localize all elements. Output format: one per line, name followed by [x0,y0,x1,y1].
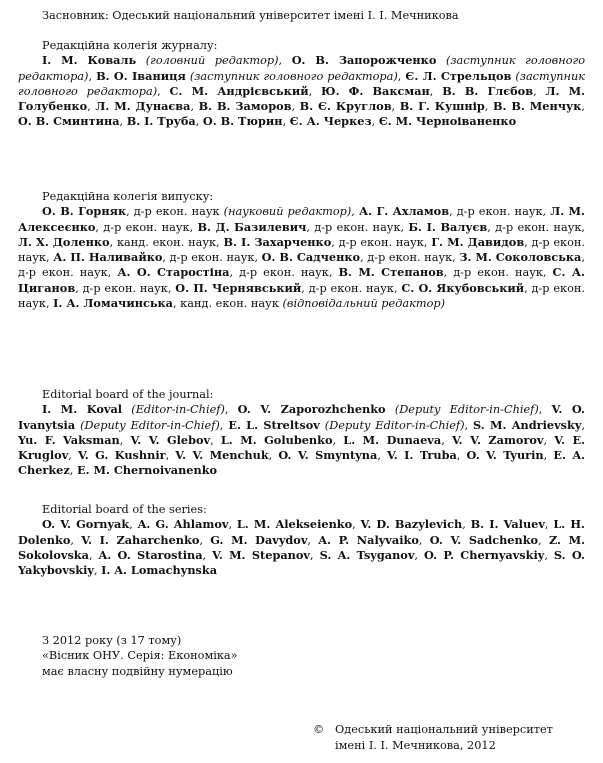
series-board-ua-heading: Редакційна колегія випуску: [42,190,214,203]
member-degree: , д-р екон. наук [487,220,582,234]
member-degree: , д-р екон. наук [229,266,329,280]
member-name: V. V. Menchuk [175,448,269,463]
member-name: V. I. Zaharchenko [81,532,200,547]
member-name: Л. М. Алексеєнко [18,204,585,234]
series-board-en [18,502,585,578]
member-degree: , д-р екон. наук [301,281,394,295]
member-role: (Editor-in-Chief) [131,403,225,417]
journal-board-ua-heading: Редакційна колегія журналу: [42,39,218,52]
member-name: В. В. Заморов [198,99,292,114]
member-name: Б. І. Валуєв [408,219,488,234]
member-name: С. О. Якубовський [401,280,525,295]
member-degree: , д-р екон. наук [306,220,401,234]
member-degree: , д-р екон. наук [95,220,190,234]
member-degree: , д-р екон. наук [360,251,453,265]
member-name: A. O. Starostina [98,547,203,562]
journal-board-en-heading: Editorial board of the journal: [42,388,214,401]
series-board-en-members: O. V. Gornyak, A. G. Ahlamov, L. M. Alekseienko, V. D. Bazylevich, B. I. Valuev, L. H. Dolenko, V. I. Zaharchenko, G. M. Davydov, A. P. Nalyvaiko, O. V. Sadchenko, Z. M. Sokolovska, A. O. Starostina, V. M. Stepanov, S. A. Tsyganov, O. P. Chernyavskiy, S. O. Yakybovskiy, I. A. Lomachynska [18,517,586,578]
member-name: O. V. Tyurin [466,448,544,463]
member-role: (заступник головного редактора) [18,54,586,83]
member-degree: , д-р екон. наук [18,235,586,265]
member-name: V. D. Bazylevich [360,517,463,532]
member-name: L. H. Dolenko [18,517,585,547]
member-name: О. В. Садченко [261,250,361,265]
numbering-note [42,633,585,679]
member-name: B. I. Valuev [470,517,545,532]
copyright-line1: Одеський національний університет [335,723,553,736]
member-name: E. L. Streltsov [228,417,320,432]
member-role: (головний редактор) [145,54,279,68]
member-name: V. V. Zamorov [451,432,544,447]
member-name: O. V. Smyntyna [278,448,378,463]
member-degree: , д-р екон. наук [126,205,224,219]
member-name: L. M. Dunaeva [343,432,442,447]
member-degree: , д-р екон. наук [443,266,543,280]
member-name: Yu. F. Vaksman [18,432,120,447]
member-name: І. М. Коваль [42,53,137,68]
journal-board-en-members: I. M. Koval (Editor-in-Chief), O. V. Zaporozhchenko (Deputy Editor-in-Chief), V. O. Ivanytsia (Deputy Editor-in-Chief), E. L. Streltsov (Deputy Editor-in-Chief), S. M. Andrievsky, Yu. F. Vaksman, V. V. Glebov, L. M. Golubenko, L. M. Dunaeva, V. V. Zamorov, V. E. Kruglov, V. G. Kushnir, V. V. Menchuk, O. V. Smyntyna, V. I. Truba, O. V. Tyurin, E. A. Cherkez, E. M. Chernoivanenko [18,402,586,478]
member-degree: , канд. екон. наук [109,235,217,249]
member-name: А. О. Старостіна [117,265,230,280]
member-degree: , д-р екон. наук [18,251,585,280]
member-name: O. V. Sadchenko [429,532,539,547]
member-name: E. A. Cherkez [18,448,586,478]
member-degree: , д-р екон. наук [331,235,424,249]
member-name: V. I. Truba [387,448,457,463]
member-name: S. O. Yakybovskiy [18,547,585,578]
member-role: (науковий редактор) [223,205,352,219]
member-name: Л. М. Дунаєва [95,99,191,114]
member-name: В. О. Іваниця [96,68,186,83]
member-name: L. M. Golubenko [220,432,333,447]
member-name: С. М. Андрієвський [169,83,309,98]
member-name: V. V. Glebov [130,432,211,447]
member-name: V. M. Stepanov [212,547,310,562]
member-name: S. M. Andrievsky [473,417,582,432]
member-degree: , д-р екон. наук [18,281,585,311]
founder-block [18,8,585,23]
member-name: Г. М. Давидов [431,234,525,249]
member-name: Z. M. Sokolovska [18,532,586,562]
copyright-block [313,722,553,753]
series-board-ua-members: О. В. Горняк, д-р екон. наук (науковий редактор), А. Г. Ахламов, д-р екон. наук, Л. М. Алексеєнко, д-р екон. наук, В. Д. Базилевич, д-р екон. наук, Б. І. Валуєв, д-р екон. наук, Л. Х. Доленко, канд. екон. наук, В. І. Захарченко, д-р екон. наук, Г. М. Давидов, д-р екон. наук, А. П. Наливайко, д-р екон. наук, О. В. Садченко, д-р екон. наук, З. М. Соколовська, д-р екон. наук, А. О. Старостіна, д-р екон. наук, В. М. Степанов, д-р екон. наук, С. А. Циганов, д-р екон. наук, О. П. Чернявський, д-р екон. наук, С. О. Якубовський, д-р екон. наук, І. А. Ломачинська, канд. екон. наук (відповідальний редактор) [18,204,586,311]
member-name: В. В. Менчук [493,99,582,114]
member-role: (заступник головного редактора) [189,69,398,83]
member-name: В. Д. Базилевич [197,219,307,234]
series-board-en-heading: Editorial board of the series: [42,503,207,516]
member-degree: , д-р екон. наук [449,205,543,219]
member-name: O. V. Gornyak [42,517,130,532]
member-name: V. O. Ivanytsia [18,402,585,432]
member-name: I. A. Lomachynska [101,563,218,578]
member-name: Ю. Ф. Ваксман [321,83,430,98]
copyright-line2: імені І. І. Мечникова, 2012 [335,738,496,752]
numbering-note-line3: має власну подвійну нумерацію [42,664,233,678]
member-name: С. А. Циганов [18,265,585,295]
member-name: О. В. Запорожченко [291,53,437,68]
member-name: З. М. Соколовська [459,250,582,265]
member-name: G. M. Davydov [210,532,308,547]
member-name: Є. Л. Стрельцов [405,68,512,83]
member-name: V. E. Kruglov [18,432,586,463]
member-role: (Deputy Editor-in-Chief) [80,418,220,432]
member-name: В. І. Захарченко [223,234,332,249]
member-name: L. M. Alekseienko [236,517,353,532]
member-name: S. A. Tsyganov [319,547,415,562]
member-name: Є. А. Черкез [289,114,372,129]
member-name: О. П. Чернявський [175,280,302,295]
member-name: В. М. Степанов [338,265,444,280]
member-role: (відповідальний редактор) [282,297,446,311]
member-name: В. Г. Кушнір [399,99,485,114]
member-name: E. M. Chernoivanenko [76,463,218,478]
member-name: A. P. Nalyvaiko [318,532,419,547]
member-name: V. G. Kushnir [77,448,166,463]
member-name: I. M. Koval [42,402,123,417]
member-role: (Deputy Editor-in-Chief) [394,403,539,417]
member-name: В. В. Глєбов [442,83,534,98]
member-name: А. Г. Ахламов [358,204,450,219]
member-name: Л. Х. Доленко [18,234,110,249]
member-name: І. А. Ломачинська [53,296,173,311]
member-role: (заступник головного редактора) [18,69,586,98]
member-name: В. І. Труба [126,114,196,129]
series-board-ua [18,189,585,311]
member-name: А. П. Наливайко [53,250,163,265]
journal-board-ua-members: І. М. Коваль (головний редактор), О. В. Запорожченко (заступник головного редактора), В. О. Іваниця (заступник головного редактора), Є. Л. Стрельцов (заступник головного редактора), С. М. Андрієвський, Ю. Ф. Ваксман, В. В. Глєбов, Л. М. Голубенко, Л. М. Дунаєва, В. В. Заморов, В. Є. Круглов, В. Г. Кушнір, В. В. Менчук, О. В. Сминтина, В. І. Труба, О. В. Тюрин, Є. А. Черкез, Є. М. Черноіваненко [18,53,586,129]
member-name: O. P. Chernyavskiy [423,547,545,562]
numbering-note-line1: З 2012 року (з 17 тому) [42,634,182,647]
member-name: О. В. Тюрин [202,114,283,129]
numbering-note-line2: «Вісник ОНУ. Серія: Економіка» [42,649,238,663]
journal-board-en [18,387,585,479]
member-name: В. Є. Круглов [299,99,392,114]
founder-line: Засновник: Одеський національний університет імені І. І. Мечникова [42,9,459,22]
member-role: (Deputy Editor-in-Chief) [324,418,465,432]
member-name: A. G. Ahlamov [137,517,229,532]
member-name: O. V. Zaporozhchenko [237,402,386,417]
member-degree: , д-р екон. наук [75,281,168,295]
member-name: Є. М. Черноіваненко [378,114,517,129]
member-name: Л. М. Голубенко [18,83,586,114]
journal-board-ua [18,38,585,130]
member-degree: , канд. екон. наук [173,297,283,311]
member-name: О. В. Горняк [42,204,127,219]
member-degree: , д-р екон. наук [162,251,255,265]
member-name: О. В. Сминтина [18,114,120,129]
copyright-symbol: © [313,723,325,736]
